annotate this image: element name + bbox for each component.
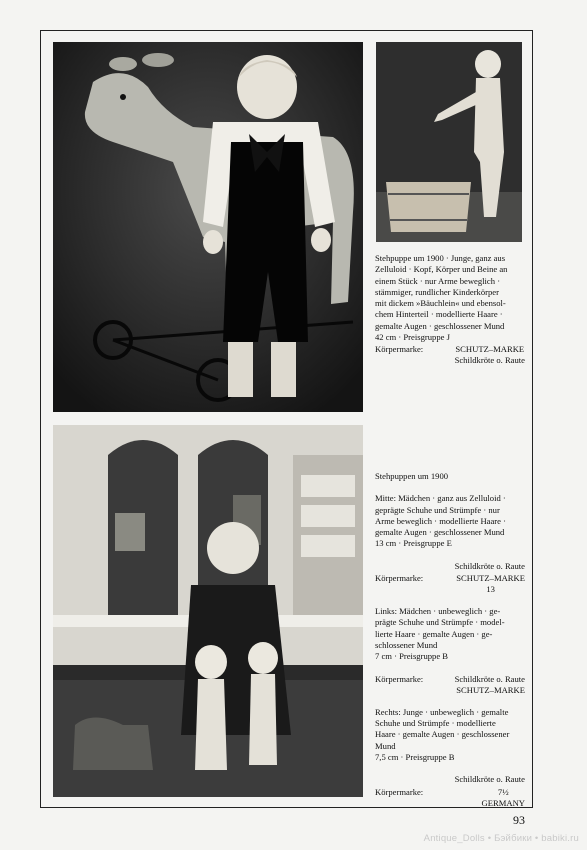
body-mark-line: SCHUTZ–MARKE bbox=[455, 344, 525, 355]
body-mark-label: Körpermarke: bbox=[375, 786, 424, 797]
caption-line: lierte Haare · gemalte Augen · ge- bbox=[375, 628, 493, 639]
body-mark-value bbox=[455, 344, 525, 366]
body-mark-top: Schildkröte o. Raute bbox=[454, 673, 525, 684]
caption-line: 7 cm · Preisgruppe B bbox=[375, 651, 449, 662]
body-mark-top: Schildkröte o. Raute bbox=[454, 560, 525, 571]
caption-line: 13 cm · Preisgruppe E bbox=[375, 538, 452, 549]
page-frame bbox=[40, 30, 533, 808]
photo-three-dolls-kitchen bbox=[53, 425, 363, 797]
caption-line: mit dickem »Bäuchlein« und ebensol- bbox=[375, 298, 506, 309]
body-mark-row bbox=[375, 787, 525, 809]
caption-line: stämmiger, rundlicher Kinderkörper bbox=[375, 286, 499, 297]
body-mark-label: Körpermarke: bbox=[375, 573, 424, 584]
page-number: 93 bbox=[513, 813, 525, 827]
body-mark-row bbox=[375, 344, 525, 366]
caption-line: Haare · gemalte Augen · geschlossener bbox=[375, 729, 510, 740]
body-mark-value bbox=[456, 573, 525, 595]
caption-three-dolls bbox=[375, 471, 525, 809]
body-mark-line: SCHUTZ–MARKE bbox=[456, 573, 525, 584]
caption-line: Mitte: Mädchen · ganz aus Zelluloid · bbox=[375, 493, 506, 504]
photo-boy-doll-with-donkey bbox=[53, 42, 363, 412]
caption-heading: Stehpuppen um 1900 bbox=[375, 471, 449, 481]
body-mark-label: Körpermarke: bbox=[375, 344, 424, 355]
caption-line: 7,5 cm · Preisgruppe B bbox=[375, 752, 455, 763]
caption-line: chem Hinterteil · modellierte Haare · bbox=[375, 309, 503, 320]
body-mark-top: Schildkröte o. Raute bbox=[454, 774, 525, 785]
caption-line: einem Stück · nur Arme beweglich · bbox=[375, 275, 501, 286]
body-mark-label: Körpermarke: bbox=[375, 673, 424, 684]
caption-line: Arme beweglich · modellierte Haare · bbox=[375, 515, 506, 526]
body-mark-line: 13 bbox=[486, 584, 495, 595]
caption-line: Mund bbox=[375, 740, 396, 751]
caption-line: Links: Mädchen · unbeweglich · ge- bbox=[375, 606, 501, 617]
body-mark-line: Schildkröte o. Raute bbox=[454, 355, 525, 366]
caption-line: Schuhe und Strümpfe · modellierte bbox=[375, 718, 496, 729]
caption-line: prägte Schuhe und Strümpfe · model- bbox=[375, 617, 505, 628]
caption-line: Zelluloid · Kopf, Körper und Beine an bbox=[375, 264, 508, 275]
caption-line: gemalte Augen · geschlossener Mund bbox=[375, 320, 505, 331]
body-mark-line: 7½ bbox=[497, 786, 509, 797]
body-mark-row bbox=[375, 573, 525, 595]
watermark: Antique_Dolls • Бэйбики • babiki.ru bbox=[423, 833, 579, 844]
caption-line: 42 cm · Preisgruppe J bbox=[375, 332, 450, 343]
caption-line: geprägte Schuhe und Strümpfe · nur bbox=[375, 504, 500, 515]
body-mark-value bbox=[456, 685, 525, 696]
body-mark-value bbox=[482, 787, 525, 809]
caption-line: Rechts: Junge · unbeweglich · gemalte bbox=[375, 706, 509, 717]
caption-boy-doll bbox=[375, 253, 525, 366]
caption-line: gemalte Augen · geschlossener Mund bbox=[375, 527, 505, 538]
photo-doll-with-tub bbox=[376, 42, 522, 242]
caption-line: schlossener Mund bbox=[375, 639, 438, 650]
body-mark-line: GERMANY bbox=[481, 797, 525, 808]
body-mark-line: SCHUTZ–MARKE bbox=[456, 684, 525, 695]
caption-line: Stehpuppe um 1900 · Junge, ganz aus bbox=[375, 253, 506, 263]
